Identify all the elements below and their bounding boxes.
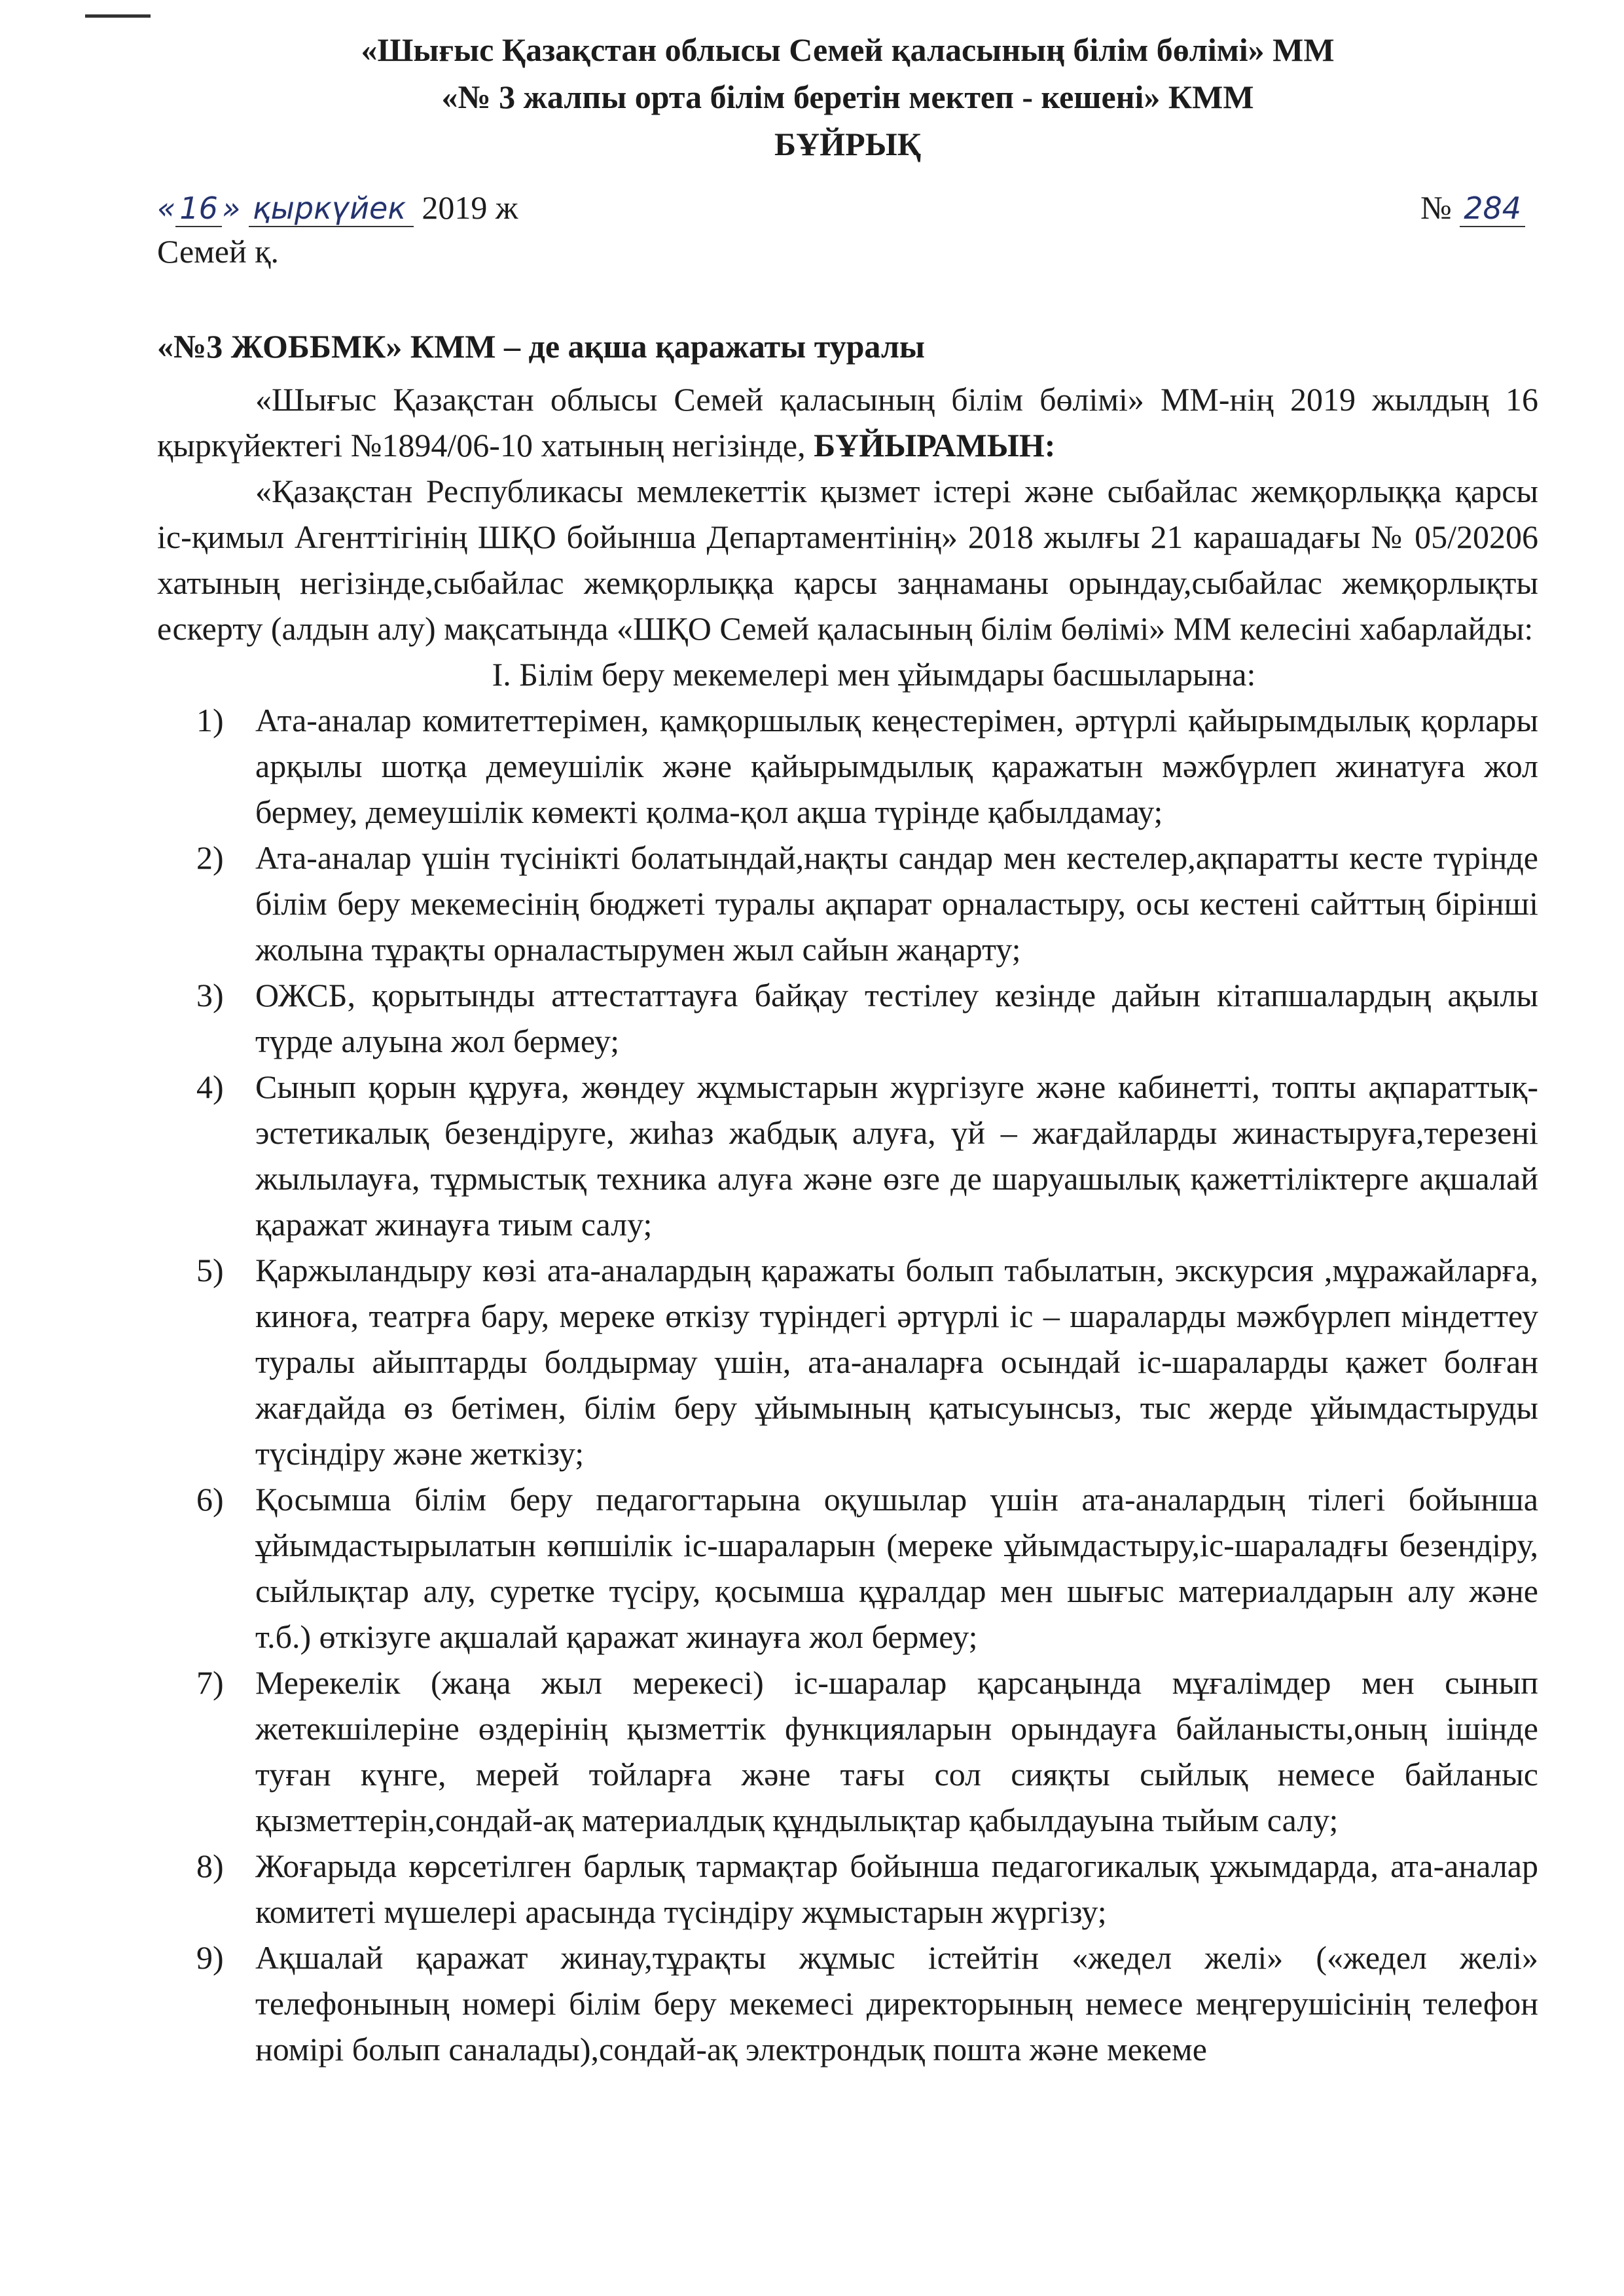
order-body [157,376,1538,2072]
list-item-text: Жоғарыда көрсетілген барлық тармақтар бойынша педагогикалық ұжымдарда, ата-аналар комитеті мүшелері арасында түсіндіру жұмыстарын жүргізу; [255,1848,1538,1930]
order-number [1420,189,1525,227]
list-item-text: ОЖСБ, қорытынды аттестаттауға байқау тестілеу кезінде дайын кітапшалардың ақылы түрде алуына жол бермеу; [255,977,1538,1059]
list-item [157,1935,1538,2072]
list-item-text: Сынып қорын құруға, жөндеу жұмыстарын жүргізуге және кабинетті, топты ақпараттық-эстетикалық безендіруге, жиһаз жабдық алуға, үй – жағдайларды жинастыруға,терезені жылылауға, тұрмыстық техника алуға және өзге де шаруашылық қажеттіліктерге ақшалай қаражат жинауға тиым салу; [255,1068,1538,1243]
header-organization: «Шығыс Қазақстан облысы Семей қаласының білім бөлімі» ММ [361,31,1335,68]
date-year: 2019 ж [422,189,518,226]
date-month: қыркүйек [249,191,414,227]
list-item [157,1843,1538,1935]
date-open-quote: « [157,191,176,226]
list-item-number: 2) [196,839,224,876]
header-school: «№ 3 жалпы орта білім беретін мектеп - кешені» КММ [441,79,1254,115]
list-item-text: Қаржыландыру көзі ата-аналардың қаражаты болып табылатын, экскурсия ,мұражайларға, киноға, театрға бару, мереке өткізу түріндегі әртүрлі іс – шараларды мәжбүрлеп міндеттеу туралы айыптарды болдырмау үшін, ата-аналарға осындай іс-шараларды қажет болған жағдайда өз бетімен, білім беру ұйымының қатысуынсыз, тыс жерде ұйымдастыруды түсіндіру және жеткізу; [255,1252,1538,1472]
list-item [157,835,1538,972]
instruction-list [157,697,1538,2072]
list-item-text: Ата-аналар комитеттерімен, қамқоршылық кеңестерімен, әртүрлі қайырымдылық қорлары арқылы шотқа демеушілік және қайырымдылық қаражатын мәжбүрлеп жинатуға жол бермеу, демеушілік көмекті қолма-қол ақша түрінде қабылдамау; [255,702,1538,830]
order-number-prefix: № [1420,189,1452,226]
list-item-number: 3) [196,977,224,1013]
list-item-text: Ата-аналар үшін түсінікті болатындай,нақты сандар мен кестелер,ақпаратты кесте түрінде білім беру мекемесінің бюджеті туралы ақпарат орналастыру, осы кестені сайттың бірінші жолына тұрақты орналастырумен жыл сайын жаңарту; [255,839,1538,968]
list-item-number: 4) [196,1068,224,1105]
date-close-quote: » [221,191,241,226]
scan-mark [85,14,151,18]
list-item [157,1476,1538,1660]
list-item-text: Қосымша білім беру педагогтарына оқушылар үшін ата-аналардың тілегі бойынша ұйымдастырылатын көпшілік іс-шараларын (мереке ұйымдастыру,іс-шараладғы безендіру, сыйлықтар алу, суретке түсіру, қосымша құралдар мен шығыс материалдарын алу және т.б.) өткізуге ақшалай қаражат жинауға жол бермеу; [255,1481,1538,1655]
date-day: 16 [175,191,222,227]
list-item-text: Мерекелік (жаңа жыл мерекесі) іс-шаралар қарсаңында мұғалімдер мен сынып жетекшілеріне өздерінің қызметтік функцияларын орындауға байланысты,оның ішінде туған күнге, мерей тойларға және тағы сол сияқты сыйлық немесе байланыс қызметтерін,сондай-ақ материалдық құндылықтар қабылдауына тыйым салу; [255,1664,1538,1838]
list-item-number: 8) [196,1848,224,1884]
list-item [157,1247,1538,1476]
context-paragraph: «Қазақстан Республикасы мемлекеттік қызмет істері және сыбайлас жемқорлыққа қарсы іс-қимыл Агенттігінің ШҚО бойынша Департаментінің» 2018 жылғы 21 карашадағы № 05/20206 хатының негізінде,сыбайлас жемқорлыққа қарсы заңнаманы орындау,сыбайлас жемқорлықты ескерту (алдын алу) мақсатында «ШҚО Семей қаласының білім бөлімі» ММ келесіні хабарлайды: [157,473,1538,647]
list-item [157,1064,1538,1247]
list-item-number: 1) [196,702,224,738]
intro-paragraph [157,376,1538,468]
section-heading: І. Білім беру мекемелері мен ұйымдары басшыларына: [492,656,1256,693]
list-item [157,1660,1538,1843]
order-word: БҰЙЫРАМЫН: [814,427,1056,464]
list-item-number: 6) [196,1481,224,1518]
intro-text: «Шығыс Қазақстан облысы Семей қаласының білім бөлімі» ММ-нің 2019 жылдың 16 қыркүйектегі №1894/06-10 хатының негізінде, [157,381,1538,464]
order-number-value: 284 [1460,191,1525,227]
list-item-number: 5) [196,1252,224,1288]
date-number-row [157,175,1538,234]
order-subject: «№3 ЖОББМК» КММ – де ақша қаражаты туралы [157,328,925,365]
list-item [157,972,1538,1064]
list-item-number: 7) [196,1664,224,1701]
list-item [157,697,1538,835]
order-date [157,189,518,227]
document-title: БҰЙРЫҚ [774,126,921,162]
list-item-text: Ақшалай қаражат жинау,тұрақты жұмыс істейтін «жедел желі» («жедел желі» телефонының номері білім беру мекемесі директорының немесе меңгерушісінің телефон номірі болып саналады),сондай-ақ электрондық пошта және мекеме [255,1939,1538,2068]
list-item-number: 9) [196,1939,224,1976]
city: Семей қ. [157,233,280,270]
